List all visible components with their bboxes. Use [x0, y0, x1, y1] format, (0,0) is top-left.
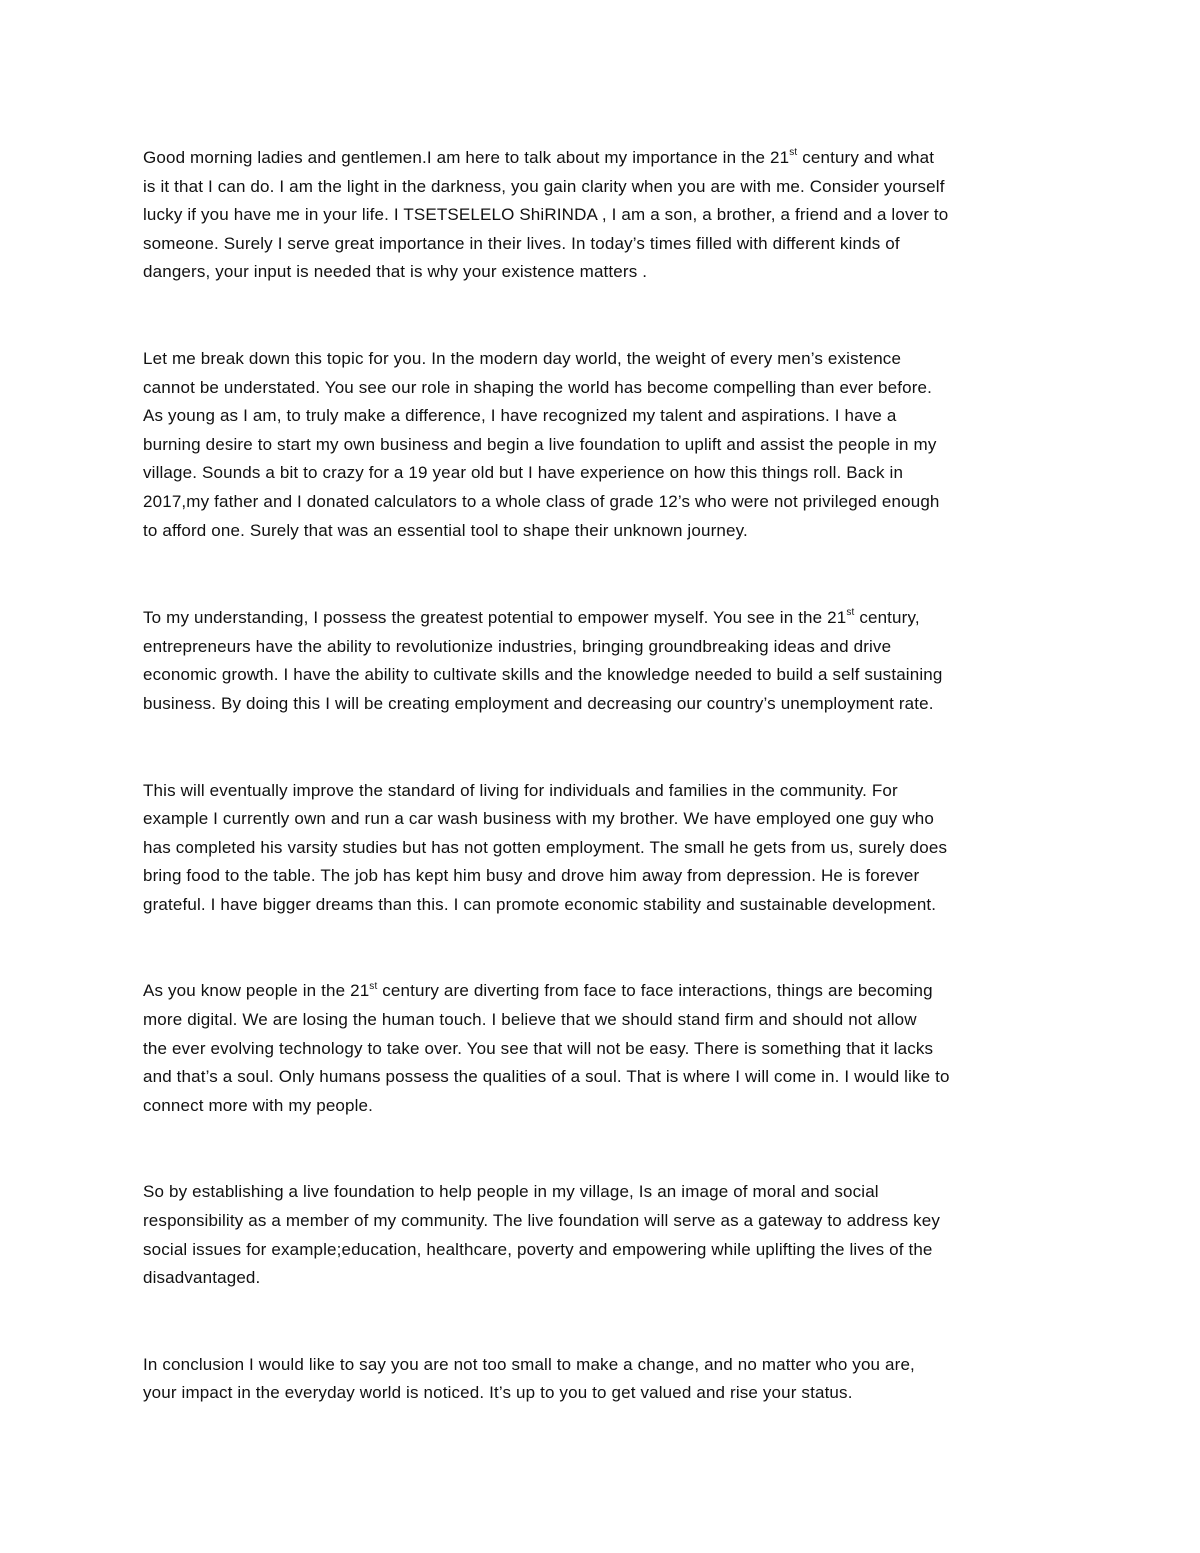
text-line: business. By doing this I will be creating employment and decreasing our country’s unemployment rate.	[143, 693, 934, 713]
paragraph-topic-breakdown	[143, 345, 1068, 545]
text-line: bring food to the table. The job has kept him busy and drove him away from depression. He is forever	[143, 866, 920, 886]
text-line: social issues for example;education, healthcare, poverty and empowering while uplifting the lives of the	[143, 1239, 933, 1259]
text-line: to afford one. Surely that was an essential tool to shape their unknown journey.	[143, 520, 748, 540]
text-line: cannot be understated. You see our role in shaping the world has become compelling than ever before.	[143, 377, 933, 397]
text-line: is it that I can do. I am the light in the darkness, you gain clarity when you are with me. Consider yourself	[143, 176, 945, 196]
text-line: As young as I am, to truly make a difference, I have recognized my talent and aspirations. I have a	[143, 406, 897, 426]
text-line: entrepreneurs have the ability to revolutionize industries, bringing groundbreaking ideas and drive	[143, 636, 892, 656]
text-line: So by establishing a live foundation to help people in my village, Is an image of moral and social	[143, 1182, 879, 1202]
text-line: more digital. We are losing the human touch. I believe that we should stand firm and should not allow	[143, 1010, 917, 1030]
paragraph-entrepreneurship	[143, 604, 1068, 718]
superscript-ordinal: st	[789, 147, 798, 159]
text-line: economic growth. I have the ability to cultivate skills and the knowledge needed to build a self sustaining	[143, 665, 943, 685]
text-line: example I currently own and run a car wash business with my brother. We have employed one guy who	[143, 809, 934, 829]
text-line: the ever evolving technology to take over. You see that will not be easy. There is something that it lacks	[143, 1038, 934, 1058]
text-line: has completed his varsity studies but has not gotten employment. The small he gets from us, surely does	[143, 837, 948, 857]
paragraph-community-example	[143, 777, 1068, 920]
superscript-ordinal: st	[369, 980, 378, 992]
paragraph-human-touch	[143, 977, 1068, 1120]
text-line: village. Sounds a bit to crazy for a 19 year old but I have experience on how this things roll. Back in	[143, 463, 904, 483]
paragraph-live-foundation	[143, 1178, 1068, 1292]
text-line: grateful. I have bigger dreams than this. I can promote economic stability and sustainable development.	[143, 894, 937, 914]
text-line: lucky if you have me in your life. I TSETSELELO ShiRINDA , I am a son, a brother, a friend and a lover to	[143, 205, 949, 225]
text-line: and that’s a soul. Only humans possess the qualities of a soul. That is where I will come in. I would like to	[143, 1067, 950, 1087]
text-line: As you know people in the 21st century are diverting from face to face interactions, things are becoming	[143, 980, 933, 1001]
text-line: To my understanding, I possess the greatest potential to empower myself. You see in the 21st century,	[143, 607, 920, 628]
text-line: burning desire to start my own business and begin a live foundation to uplift and assist the people in my	[143, 434, 937, 454]
document-body	[143, 144, 1068, 1408]
text-line: someone. Surely I serve great importance in their lives. In today’s times filled with different kinds of	[143, 233, 900, 253]
paragraph-introduction	[143, 144, 1068, 287]
text-line: 2017,my father and I donated calculators to a whole class of grade 12’s who were not privileged enough	[143, 491, 940, 511]
text-line: your impact in the everyday world is noticed. It’s up to you to get valued and rise your status.	[143, 1383, 853, 1403]
text-line: dangers, your input is needed that is why your existence matters .	[143, 262, 648, 282]
text-line: responsibility as a member of my community. The live foundation will serve as a gateway to address key	[143, 1211, 941, 1231]
text-line: disadvantaged.	[143, 1268, 261, 1288]
text-line: Let me break down this topic for you. In the modern day world, the weight of every men’s existence	[143, 348, 902, 368]
superscript-ordinal: st	[846, 607, 855, 619]
text-line: connect more with my people.	[143, 1095, 374, 1115]
text-line: This will eventually improve the standard of living for individuals and families in the community. For	[143, 780, 898, 800]
text-line: In conclusion I would like to say you are not too small to make a change, and no matter who you are,	[143, 1354, 915, 1374]
paragraph-conclusion	[143, 1351, 1068, 1408]
text-line: Good morning ladies and gentlemen.I am here to talk about my importance in the 21st century and what	[143, 147, 935, 167]
